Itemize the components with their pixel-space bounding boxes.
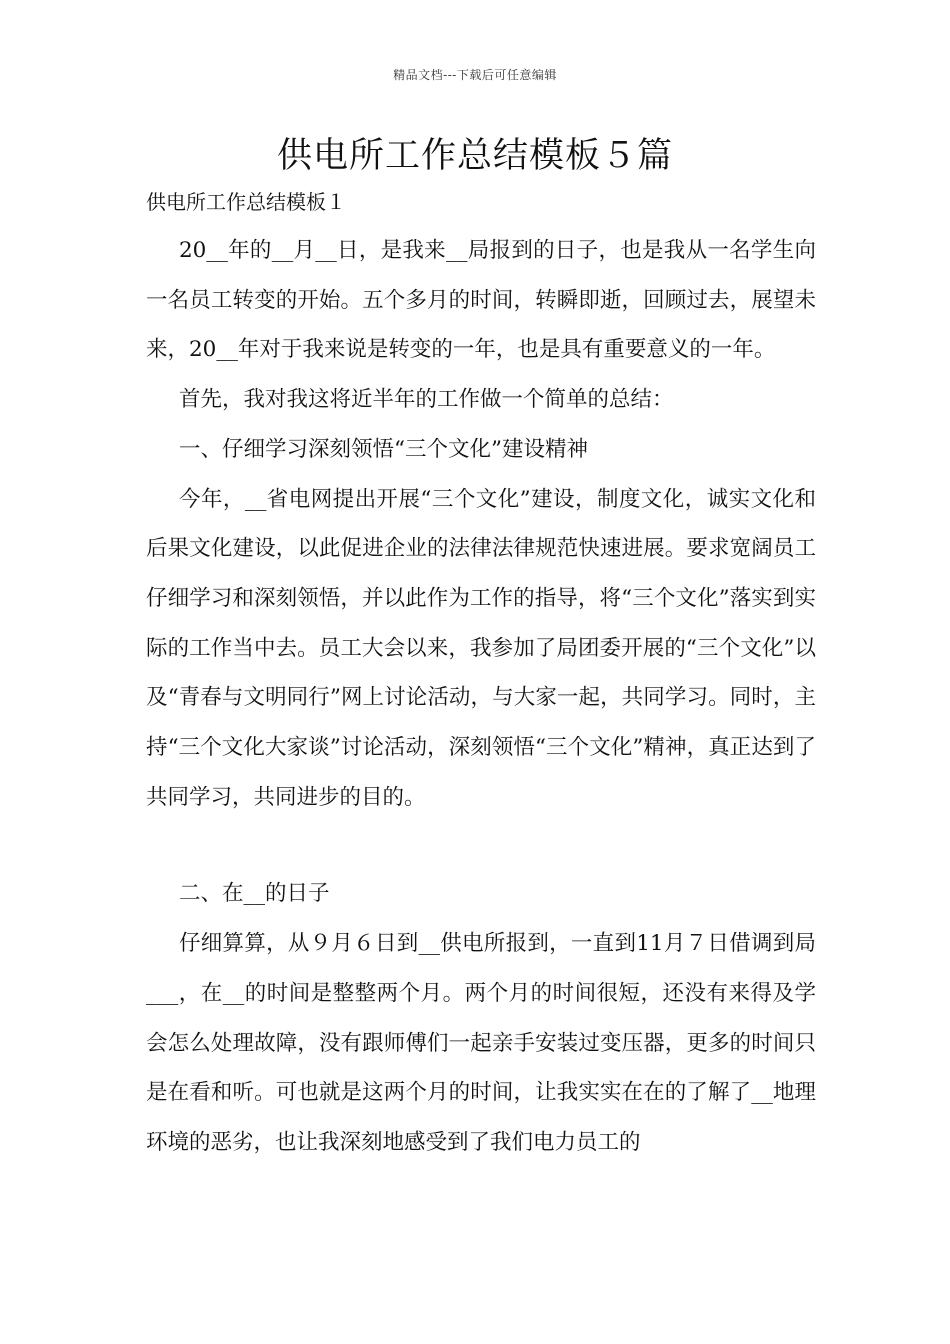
document-body [146,226,816,1168]
document-title: 供电所工作总结模板５篇 [276,136,673,176]
page-header: 精品文档---下载后可任意编辑 [393,68,557,82]
paragraph-intro: 20__年的__月__日，是我来__局报到的日子，也是我从一名学生向一名员工转变的开始。五个多月的时间，转瞬即逝，回顾过去，展望未来，20__年对于我来说是转变的一年，也是具有重要意义的一年。 [146,238,816,363]
section-heading-2: 二、在__的日子 [179,881,330,907]
paragraph-two-months: 仔细算算，从９月６日到__供电所报到，一直到11月７日借调到局___，在__的时间是整整两个月。两个月的时间很短，还没有来得及学会怎么处理故障，没有跟师傅们一起亲手安装过变压器，更多的时间只是在看和听。可也就是这两个月的时间，让我实实在在的了解了__地理环境的恶劣，也让我深刻地感受到了我们电力员工的 [146,931,816,1155]
paragraph-summary-lead: 首先，我对我这将近半年的工作做一个简单的总结： [179,387,674,413]
paragraph-gap [146,822,816,869]
paragraph-three-cultures: 今年，__省电网提出开展“三个文化”建设，制度文化，诚实文化和后果文化建设，以此促进企业的法律法律规范快速进展。要求宽阔员工仔细学习和深刻领悟，并以此作为工作的指导，将“三个文化”落实到实际的工作当中去。员工大会以来，我参加了局团委开展的“三个文化”以及“青春与文明同行”网上讨论活动，与大家一起，共同学习。同时，主持“三个文化大家谈”讨论活动，深刻领悟“三个文化”精神，真正达到了共同学习，共同进步的目的。 [146,486,816,810]
section-heading-1: 一、仔细学习深刻领悟“三个文化”建设精神 [179,436,588,462]
document-subtitle: 供电所工作总结模板１ [146,190,346,214]
